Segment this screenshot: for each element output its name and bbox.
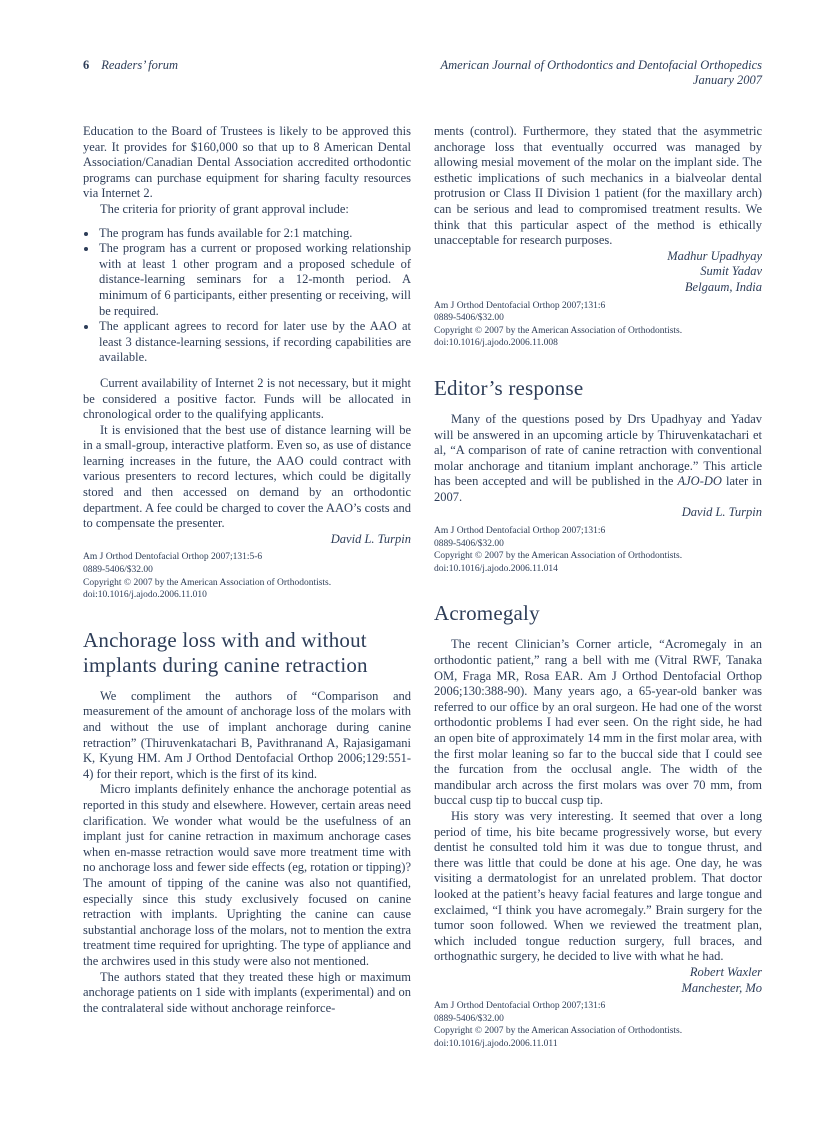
citation-block xyxy=(83,551,411,601)
letter-title-editors-response: Editor’s response xyxy=(434,375,584,400)
anchorage-letter-continuation xyxy=(434,124,762,350)
signature-block xyxy=(83,532,411,548)
letter-title-acromegaly: Acromegaly xyxy=(434,601,540,626)
right-column xyxy=(434,124,762,1050)
signature-block xyxy=(434,505,762,521)
running-head-left xyxy=(83,58,178,73)
signature-line: Manchester, Mo xyxy=(681,980,762,995)
section-running-title: Readers’ forum xyxy=(101,58,178,72)
signature-block xyxy=(434,249,762,296)
signature-line: Robert Waxler xyxy=(689,964,762,979)
citation-issn: 0889-5406/$32.00 xyxy=(83,565,153,576)
paragraph: The recent Clinician’s Corner article, “Acromegaly in an orthodontic patient,” rang a bell with me (Vitral RWF, Tanaka OM, Fraga MR, Rosa EAR. Am J Orthod Dentofacial Orthop 2006;130:388-90). Many years ago, a 65-year-old banker was referred to our office by an oral surgeon. He had one of the worst orthodontic problems I had ever seen. On the right side, he had an open bite of approximately 14 mm in the first molar area, with the first molar leaning so far to the buccal side that I could see the furcation from the occlusal angle. The width of the mandibular arch across the first molars was over 70 mm, from buccal cusp tip to buccal cusp tip. xyxy=(434,637,762,808)
paragraph: ments (control). Furthermore, they stated that the asymmetric anchorage loss that eventually occurred was managed by allowing mesial movement of the molar on the implant side. The esthetic implications of such mechanics in a bialveolar dental protrusion or Class II Division 1 patient (for the maxillary arch) can be serious and lead to compromised treatment results. We think that this particular aspect of the method is ethically unacceptable for research purposes. xyxy=(434,124,762,248)
signature-line: Belgaum, India xyxy=(684,279,762,294)
left-column xyxy=(83,124,411,1016)
signature-block xyxy=(434,965,762,996)
citation-issn: 0889-5406/$32.00 xyxy=(434,313,504,324)
journal-name: American Journal of Orthodontics and Dentofacial Orthopedics xyxy=(440,58,762,72)
running-head-right xyxy=(441,58,763,88)
paragraph: Micro implants definitely enhance the anchorage potential as reported in this study and elsewhere. However, certain areas need clarification. We wonder what would be the usefulness of an implant just for canine retraction in maximum anchorage cases when en-masse retraction would save more treatment time with no anchorage loss and fewer side effects (eg, rotation or tipping)? The amount of tipping of the canine was also not quantified, especially since this study exclusively focused on canine retraction with implants. Uprighting the canine can cause substantial anchorage loss of the molars, not to mention the extra treatment time required for uprighting. The type of appliance and the archwires used in this study were also not mentioned. xyxy=(83,782,411,968)
letter-title-anchorage: Anchorage loss with and without implants during canine retraction xyxy=(83,627,368,677)
paragraph: His story was very interesting. It seemed that over a long period of time, his bite became progressively worse, but every dentist he consulted told him it was due to tongue thrust, and there was little that could be done at his age. One day, he was visiting a dermatologist for an unrelated problem. That doctor looked at the patient’s heavy facial features and large tongue and exclaimed, “I think you have acromegaly.” Brain surgery for the tumor soon followed. When we reviewed the treatment plan, which included tongue reduction surgery, full braces, and orthognathic surgery, he decided to live with what he had. xyxy=(434,808,762,964)
citation-copyright: Copyright © 2007 by the American Association of Orthodontists. xyxy=(434,1026,683,1037)
grant-letter xyxy=(83,124,411,602)
paragraph: Education to the Board of Trustees is likely to be approved this year. It provides for $160,000 so that up to 8 American Dental Association/Canadian Dental Association accredited orthodontic programs can purchase equipment for sharing faculty resources via Internet 2. xyxy=(83,124,411,201)
citation-block xyxy=(434,525,762,575)
citation-issn: 0889-5406/$32.00 xyxy=(434,538,504,549)
editors-response-letter xyxy=(434,376,762,576)
paragraph: We compliment the authors of “Comparison and measurement of the amount of anchorage loss of the molars with and without the use of implant anchorage during canine retraction” (Thiruvenkatachari B, Pavithranand A, Rajasigamani K, Kyung HM. Am J Orthod Dentofacial Orthop 2006;129:551-4) for their report, which is the first of its kind. xyxy=(83,688,411,781)
citation-reference: Am J Orthod Dentofacial Orthop 2007;131:5-6 xyxy=(83,552,263,563)
citation-copyright: Copyright © 2007 by the American Association of Orthodontists. xyxy=(434,325,683,336)
paragraph-text: later in 2007. xyxy=(434,474,762,504)
issue-date: January 2007 xyxy=(692,73,762,87)
criteria-bullet-list xyxy=(83,226,411,366)
journal-abbreviation: AJO-DO xyxy=(677,474,722,489)
citation-reference: Am J Orthod Dentofacial Orthop 2007;131:6 xyxy=(434,1001,606,1012)
citation-doi: doi:10.1016/j.ajodo.2006.11.008 xyxy=(434,338,558,349)
page-number: 6 xyxy=(83,58,90,72)
paragraph: Current availability of Internet 2 is not necessary, but it might be considered a positive factor. Funds will be allocated in chronological order to the qualifying applicants. xyxy=(83,375,411,422)
citation-issn: 0889-5406/$32.00 xyxy=(434,1013,504,1024)
signature-line: Sumit Yadav xyxy=(700,264,762,279)
page-header xyxy=(83,58,762,88)
citation-copyright: Copyright © 2007 by the American Association of Orthodontists. xyxy=(83,577,332,588)
anchorage-letter xyxy=(83,628,411,1016)
bullet-item: • The program has funds available for 2:1 matching. xyxy=(98,226,411,242)
citation-doi: doi:10.1016/j.ajodo.2006.11.010 xyxy=(83,590,207,601)
paragraph: The authors stated that they treated these high or maximum anchorage patients on 1 side with implants (experimental) and on the contralateral side without anchorage reinforce- xyxy=(83,969,411,1015)
bullet-item: • The applicant agrees to record for later use by the AAO at least 3 distance-learning sessions, if recording capabilities are available. xyxy=(98,319,411,366)
paragraph-text: Many of the questions posed by Drs Upadhyay and Yadav will be answered in an upcoming article by Thiruvenkatachari et al, “A comparison of rate of canine retraction with conventional molar anchorage and titanium implant anchorage.” This article has been accepted and will be published in the xyxy=(434,411,762,489)
signature-line: David L. Turpin xyxy=(330,531,411,546)
signature-line: David L. Turpin xyxy=(681,505,762,520)
citation-doi: doi:10.1016/j.ajodo.2006.11.011 xyxy=(434,1038,558,1049)
citation-block xyxy=(434,300,762,350)
citation-doi: doi:10.1016/j.ajodo.2006.11.014 xyxy=(434,563,558,574)
paragraph: It is envisioned that the best use of distance learning will be in a small-group, interactive platform. Even so, as use of distance learning increases in the future, the AAO could contract with various presenters to record lectures, which could be digitally stored and then accessed on demand by an orthodontic department. A fee could be charged to cover the AAO’s costs and to compensate the presenter. xyxy=(83,422,411,531)
citation-copyright: Copyright © 2007 by the American Association of Orthodontists. xyxy=(434,551,683,562)
bullet-item: • The program has a current or proposed working relationship with at least 1 other program and a proposed schedule of distance-learning seminars for a 12-month period. A minimum of 6 participants, either presenting or receiving, will be required. xyxy=(98,241,411,319)
paragraph xyxy=(434,412,762,506)
citation-block xyxy=(434,1000,762,1050)
signature-line: Madhur Upadhyay xyxy=(667,248,762,263)
acromegaly-letter xyxy=(434,601,762,1050)
citation-reference: Am J Orthod Dentofacial Orthop 2007;131:6 xyxy=(434,300,606,311)
citation-reference: Am J Orthod Dentofacial Orthop 2007;131:6 xyxy=(434,526,606,537)
paragraph: The criteria for priority of grant approval include: xyxy=(100,201,349,216)
